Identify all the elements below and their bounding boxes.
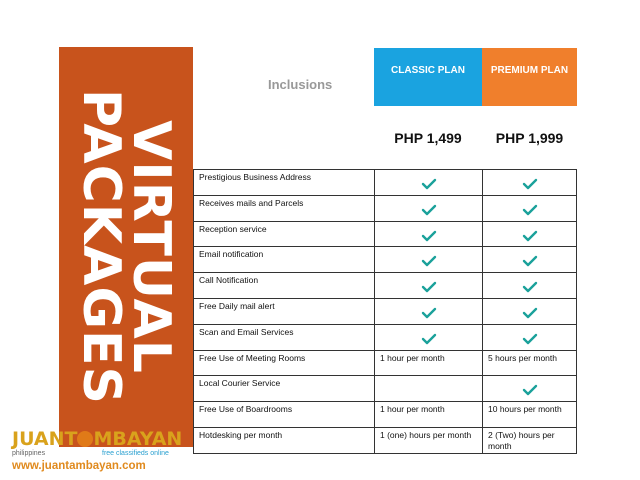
inclusion-label: Free Daily mail alert	[193, 299, 374, 324]
inclusion-label: Local Courier Service	[193, 376, 374, 401]
classic-plan-cell: 1 hour per month	[374, 402, 482, 427]
premium-plan-cell: 5 hours per month	[482, 351, 577, 376]
checkmark-icon	[522, 230, 538, 242]
classic-plan-cell	[374, 299, 482, 324]
premium-plan-cell	[482, 222, 577, 247]
checkmark-icon	[522, 178, 538, 190]
inclusion-label: Reception service	[193, 222, 374, 247]
checkmark-icon	[421, 307, 437, 319]
watermark-logo: JUANT MBAYAN	[12, 428, 183, 450]
table-row	[193, 299, 577, 325]
classic-plan-cell	[374, 222, 482, 247]
inclusions-table	[193, 169, 577, 454]
banner-line-1: VIRTUAL	[121, 120, 181, 374]
banner-title	[71, 67, 181, 427]
premium-plan-cell	[482, 273, 577, 298]
watermark-tag-right: free classifieds online	[102, 450, 169, 457]
watermark-tag-left: philippines	[12, 450, 46, 457]
premium-plan-cell	[482, 299, 577, 324]
table-row	[193, 273, 577, 299]
premium-plan-header: PREMIUM PLAN	[482, 48, 577, 106]
checkmark-icon	[421, 255, 437, 267]
inclusion-label: Call Notification	[193, 273, 374, 298]
premium-plan-cell: 2 (Two) hours per month	[482, 428, 577, 453]
virtual-packages-banner	[59, 47, 193, 447]
inclusion-label: Scan and Email Services	[193, 325, 374, 350]
classic-plan-cell	[374, 170, 482, 195]
table-row	[193, 196, 577, 222]
premium-plan-cell	[482, 247, 577, 272]
premium-plan-cell	[482, 196, 577, 221]
table-row	[193, 376, 577, 402]
checkmark-icon	[421, 333, 437, 345]
checkmark-icon	[421, 178, 437, 190]
checkmark-icon	[522, 384, 538, 396]
checkmark-icon	[421, 281, 437, 293]
table-row	[193, 247, 577, 273]
checkmark-icon	[522, 333, 538, 345]
table-row	[193, 325, 577, 351]
classic-plan-cell	[374, 325, 482, 350]
table-row	[193, 170, 577, 196]
inclusions-header: Inclusions	[268, 77, 333, 92]
premium-plan-cell: 10 hours per month	[482, 402, 577, 427]
table-row	[193, 402, 577, 428]
inclusion-label: Receives mails and Parcels	[193, 196, 374, 221]
table-row	[193, 351, 577, 377]
checkmark-icon	[421, 230, 437, 242]
premium-plan-price: PHP 1,999	[495, 130, 564, 146]
inclusion-label: Prestigious Business Address	[193, 170, 374, 195]
table-row	[193, 428, 577, 454]
checkmark-icon	[522, 307, 538, 319]
premium-plan-cell	[482, 376, 577, 401]
inclusion-label: Hotdesking per month	[193, 428, 374, 453]
juantambayan-watermark	[10, 428, 195, 474]
classic-plan-cell	[374, 273, 482, 298]
classic-plan-price: PHP 1,499	[394, 130, 462, 146]
watermark-url: www.juantambayan.com	[12, 460, 146, 472]
classic-plan-cell	[374, 376, 482, 401]
premium-plan-cell	[482, 325, 577, 350]
banner-line-2: PACKAGES	[71, 89, 131, 405]
classic-plan-cell: 1 hour per month	[374, 351, 482, 376]
inclusion-label: Free Use of Meeting Rooms	[193, 351, 374, 376]
classic-plan-cell: 1 (one) hours per month	[374, 428, 482, 453]
classic-plan-cell	[374, 196, 482, 221]
checkmark-icon	[522, 281, 538, 293]
checkmark-icon	[522, 204, 538, 216]
table-row	[193, 222, 577, 248]
checkmark-icon	[522, 255, 538, 267]
inclusion-label: Email notification	[193, 247, 374, 272]
classic-plan-header: CLASSIC PLAN	[374, 48, 482, 106]
classic-plan-cell	[374, 247, 482, 272]
checkmark-icon	[421, 204, 437, 216]
premium-plan-cell	[482, 170, 577, 195]
inclusion-label: Free Use of Boardrooms	[193, 402, 374, 427]
